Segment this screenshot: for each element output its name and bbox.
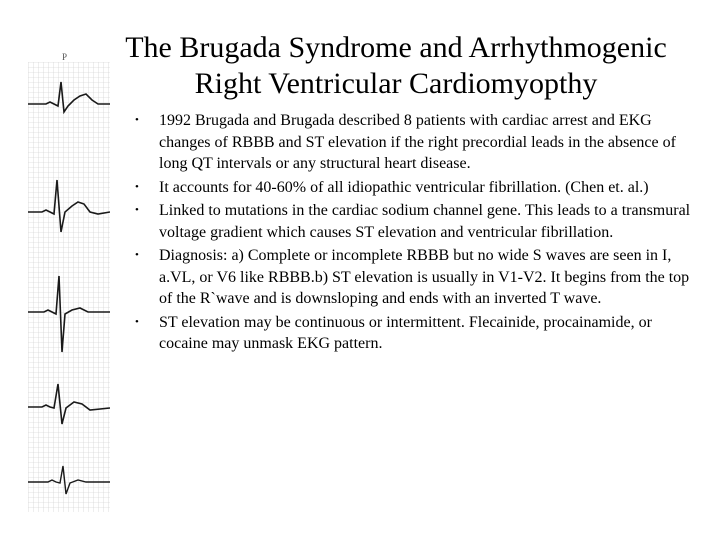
bullet-dot: • xyxy=(135,114,139,126)
title-line-2: Right Ventricular Cardiomyopthy xyxy=(194,67,598,100)
bullet-text: It accounts for 40-60% of all idiopathic ventricular fibrillation. (Chen et. al.) xyxy=(159,178,649,196)
page-mark: P xyxy=(62,52,68,62)
ecg-trace-graphic xyxy=(28,62,110,512)
bullet-item xyxy=(130,110,695,175)
bullet-dot: • xyxy=(135,204,139,216)
title-line-1: The Brugada Syndrome and Arrhythmogenic xyxy=(125,31,667,64)
slide-title xyxy=(100,30,692,102)
bullet-list xyxy=(130,110,695,357)
bullet-text: Linked to mutations in the cardiac sodium channel gene. This leads to a transmural voltage gradient which causes ST elevation and ventricular fibrillation. xyxy=(159,202,691,241)
bullet-dot: • xyxy=(135,315,139,328)
bullet-text: Diagnosis: a) Complete or incomplete RBBB but no wide S waves are seen in I, a.VL, or V6 like RBBB.b) ST elevation is usually in V1-V2. It begins from the top of the R`wave and is downsloping and ends with an inverted T wave. xyxy=(159,247,690,307)
bullet-item xyxy=(130,312,695,355)
bullet-text: 1992 Brugada and Brugada described 8 patients with cardiac arrest and EKG changes of RBBB and ST elevation if the right precordial leads in the absence of long QT intervals or any structural heart disease. xyxy=(159,112,676,172)
bullet-text: ST elevation may be continuous or intermittent. Flecainide, procainamide, or cocaine may unmask EKG pattern. xyxy=(159,313,652,352)
bullet-item xyxy=(130,177,695,199)
bullet-item xyxy=(130,245,695,310)
bullet-dot: • xyxy=(135,180,139,193)
bullet-dot: • xyxy=(135,249,139,261)
ecg-strip-image xyxy=(28,62,110,512)
bullet-item xyxy=(130,200,695,243)
